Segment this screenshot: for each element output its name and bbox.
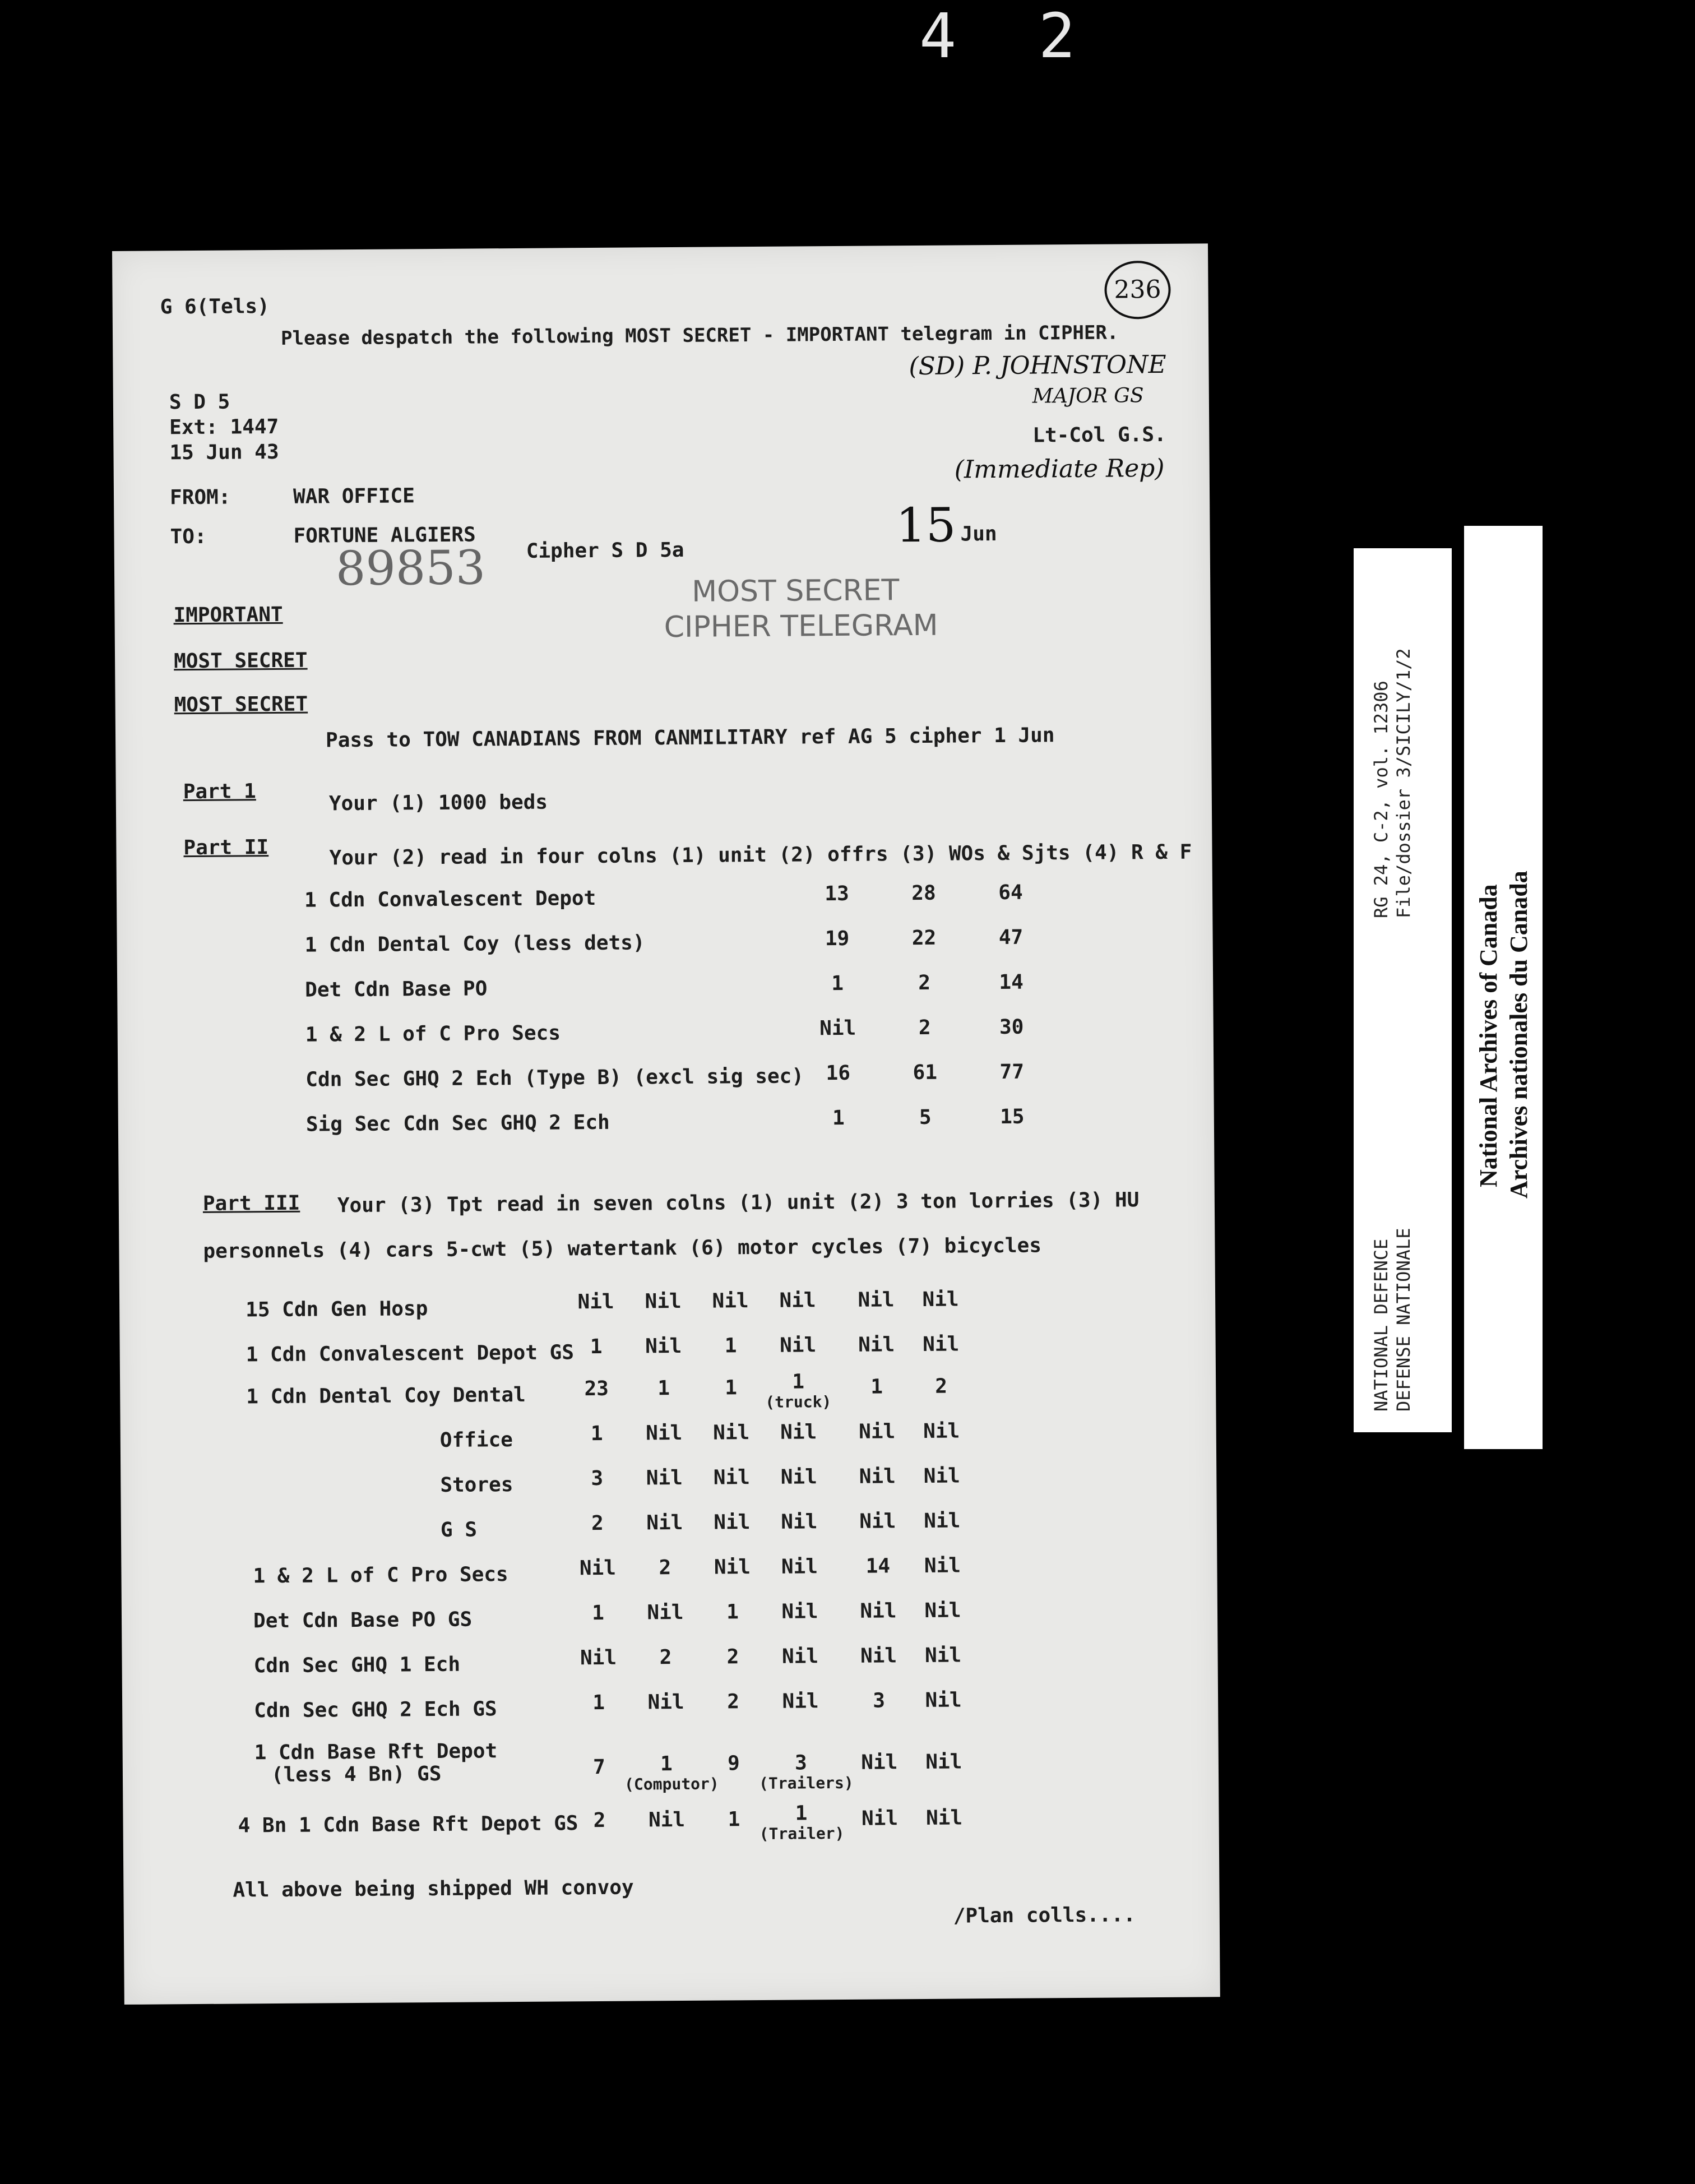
- value-col-3: 2: [659, 1646, 672, 1669]
- value-col-2: 1: [591, 1601, 604, 1625]
- unit-name: Cdn Sec GHQ 2 Ech (Type B) (excl sig sec): [305, 1065, 804, 1091]
- unit-name: Det Cdn Base PO GS: [253, 1608, 473, 1633]
- value-offrs: 19: [825, 927, 850, 951]
- value-col-6: Nil: [860, 1599, 897, 1623]
- part-1-label: Part 1: [183, 780, 256, 804]
- value-col-5: Nil: [781, 1555, 818, 1579]
- value-col-2: 7: [592, 1755, 605, 1779]
- unit-name: 1 Cdn Convalescent Depot: [304, 887, 596, 912]
- precedence-most-secret-1: MOST SECRET: [173, 649, 308, 673]
- value-col-5: Nil: [781, 1645, 819, 1668]
- archive-name-english: National Archives of Canada: [1475, 884, 1502, 1187]
- unit-name: 1 & 2 L of C Pro Secs: [305, 1021, 561, 1047]
- precedence-important: IMPORTANT: [173, 603, 283, 627]
- ext-number: Ext: 1447: [169, 415, 279, 439]
- form-number: G 6(Tels): [160, 295, 270, 319]
- unit-name: 1 Cdn Convalescent Depot GS: [246, 1341, 575, 1367]
- value-offrs: 1: [831, 971, 844, 996]
- value-wos-sjts: 5: [919, 1105, 932, 1129]
- unit-name: Cdn Sec GHQ 2 Ech GS: [254, 1697, 497, 1723]
- unit-name: 4 Bn 1 Cdn Base Rft Depot GS: [238, 1812, 578, 1838]
- value-col-2: Nil: [579, 1556, 617, 1580]
- value-col-6: Nil: [859, 1510, 896, 1533]
- value-col-7: Nil: [925, 1806, 963, 1830]
- value-offrs: Nil: [819, 1016, 856, 1040]
- value-col-3: Nil: [646, 1466, 683, 1490]
- value-col-4: 1: [725, 1376, 738, 1400]
- value-col-5: Nil: [781, 1600, 818, 1623]
- value-note: (Trailer): [759, 1824, 845, 1844]
- value-col-6: 1: [870, 1375, 883, 1399]
- value-col-3: 2: [659, 1556, 671, 1580]
- unit-name: 1 Cdn Dental Coy (less dets): [304, 931, 645, 957]
- value-col-3: Nil: [646, 1511, 683, 1535]
- part-1-text: Your (1) 1000 beds: [328, 790, 548, 816]
- stamp-cipher-telegram: CIPHER TELEGRAM: [664, 608, 938, 645]
- value-col-4: 1: [724, 1334, 737, 1358]
- serial-number: 89853: [335, 540, 486, 596]
- archive-reference-label: [1354, 548, 1452, 1432]
- value-col-7: Nil: [924, 1509, 961, 1533]
- part-3-text-2: personnels (4) cars 5-cwt (5) watertank (6) motor cycles (7) bicycles: [203, 1234, 1042, 1263]
- archive-ref-line-3: NATIONAL DEFENCE: [1370, 1238, 1392, 1412]
- from-value: WAR OFFICE: [293, 484, 415, 508]
- top-frame-mark: 4 2: [919, 0, 1098, 72]
- value-col-7: Nil: [922, 1288, 959, 1311]
- precedence-most-secret-2: MOST SECRET: [174, 692, 308, 717]
- value-col-3: Nil: [646, 1421, 683, 1445]
- date-month: Jun: [960, 522, 997, 546]
- value-col-5: Nil: [782, 1690, 819, 1713]
- value-wos-sjts: 2: [918, 971, 931, 994]
- part-2-text: Your (2) read in four colns (1) unit (2) offrs (3) WOs & Sjts (4) R & F: [329, 840, 1192, 870]
- value-col-4: Nil: [713, 1421, 750, 1445]
- unit-name: 1 Cdn Dental Coy Dental: [246, 1383, 526, 1409]
- value-col-3: Nil: [647, 1690, 684, 1714]
- value-col-2: 2: [591, 1511, 604, 1535]
- unit-name: Office: [439, 1428, 513, 1452]
- value-col-4: Nil: [713, 1466, 750, 1489]
- value-offrs: 13: [825, 882, 849, 906]
- value-offrs: 1: [832, 1106, 845, 1130]
- value-col-4: 1: [726, 1600, 739, 1624]
- value-col-5: Nil: [781, 1510, 818, 1534]
- value-note: (Trailers): [758, 1773, 854, 1793]
- value-col-6: Nil: [858, 1333, 895, 1357]
- stamp-most-secret: MOST SECRET: [692, 573, 900, 609]
- unit-name: G S: [440, 1518, 478, 1542]
- value-col-7: Nil: [923, 1419, 960, 1443]
- unit-name: 1 & 2 L of C Pro Secs: [253, 1563, 508, 1588]
- value-offrs: 16: [826, 1061, 851, 1085]
- value-col-4: Nil: [712, 1289, 749, 1313]
- to-label: TO:: [170, 525, 207, 549]
- value-col-5: 1: [792, 1370, 805, 1394]
- archive-ref-line-2: File/dossier 3/SICILY/1/2: [1393, 648, 1414, 918]
- unit-name: 1 Cdn Base Rft Depot: [254, 1739, 498, 1765]
- value-col-7: 2: [935, 1375, 948, 1398]
- value-r-f: 64: [998, 881, 1023, 904]
- value-col-6: Nil: [858, 1288, 895, 1312]
- value-wos-sjts: 61: [913, 1061, 938, 1085]
- value-note: (Computor): [624, 1774, 719, 1794]
- value-col-7: Nil: [924, 1554, 961, 1577]
- value-col-2: 1: [590, 1422, 603, 1446]
- folio-number: 236: [1104, 261, 1171, 320]
- unit-name-cont: (less 4 Bn) GS: [271, 1762, 442, 1787]
- unit-name: Sig Sec Cdn Sec GHQ 2 Ech: [305, 1110, 610, 1136]
- value-col-6: Nil: [861, 1807, 899, 1830]
- unit-name: Stores: [440, 1473, 513, 1497]
- value-col-4: Nil: [714, 1511, 751, 1534]
- value-col-2: 1: [590, 1335, 603, 1359]
- continued-marker: /Plan colls....: [953, 1903, 1136, 1928]
- archive-name-french: Archives nationales du Canada: [1505, 871, 1532, 1199]
- unit-name: Det Cdn Base PO: [305, 977, 488, 1002]
- value-col-7: Nil: [924, 1599, 961, 1622]
- telegram-date: 15 Jun 43: [169, 440, 279, 465]
- value-note: (truck): [765, 1392, 832, 1412]
- value-col-5: Nil: [780, 1465, 817, 1489]
- value-col-5: 3: [794, 1751, 807, 1775]
- value-col-2: 1: [592, 1691, 605, 1715]
- value-wos-sjts: 28: [911, 881, 936, 905]
- archive-name-label: [1464, 526, 1543, 1449]
- value-col-6: Nil: [861, 1751, 898, 1774]
- value-col-3: 1: [657, 1377, 670, 1400]
- cipher-ref: Cipher S D 5a: [526, 538, 684, 563]
- archive-ref-line-4: DEFENSE NATIONALE: [1393, 1228, 1414, 1412]
- signature-line-1: (SD) P. JOHNSTONE: [909, 350, 1166, 381]
- value-col-2: 3: [591, 1466, 604, 1491]
- value-r-f: 15: [999, 1105, 1025, 1128]
- value-col-4: 9: [727, 1752, 740, 1775]
- value-col-3: Nil: [647, 1600, 684, 1625]
- part-2-label: Part II: [183, 836, 269, 860]
- value-wos-sjts: 2: [918, 1016, 931, 1039]
- value-col-3: Nil: [645, 1289, 682, 1313]
- pass-to-line: Pass to TOW CANADIANS FROM CANMILITARY ref AG 5 cipher 1 Jun: [325, 724, 1055, 752]
- value-col-2: Nil: [580, 1646, 617, 1670]
- value-col-6: 3: [873, 1689, 886, 1713]
- value-col-7: Nil: [922, 1332, 960, 1356]
- part-3-text-1: Your (3) Tpt read in seven colns (1) unit (2) 3 ton lorries (3) HU: [337, 1188, 1140, 1218]
- value-col-2: 23: [584, 1377, 609, 1401]
- value-col-5: 1: [795, 1802, 808, 1825]
- value-col-4: Nil: [714, 1556, 751, 1579]
- value-r-f: 47: [998, 926, 1024, 949]
- value-col-4: 2: [727, 1690, 740, 1714]
- value-col-3: Nil: [648, 1808, 686, 1832]
- value-col-7: Nil: [924, 1644, 962, 1667]
- signature-line-2: MAJOR GS: [1032, 384, 1144, 408]
- value-col-2: 2: [593, 1808, 606, 1833]
- ref-code: S D 5: [169, 390, 230, 414]
- value-col-7: Nil: [925, 1688, 962, 1712]
- value-r-f: 14: [999, 970, 1024, 994]
- to-value: FORTUNE ALGIERS: [293, 523, 476, 548]
- handwritten-date: 15: [896, 497, 956, 553]
- archive-ref-line-1: RG 24, C-2, vol. 12306: [1370, 681, 1392, 918]
- value-col-4: 1: [728, 1808, 740, 1831]
- value-col-6: 14: [865, 1554, 891, 1578]
- value-col-2: Nil: [577, 1290, 614, 1314]
- part-3-label: Part III: [202, 1191, 300, 1215]
- value-col-6: Nil: [859, 1465, 896, 1488]
- value-col-7: Nil: [925, 1750, 962, 1774]
- value-wos-sjts: 22: [911, 926, 937, 950]
- telegram-page: [112, 243, 1220, 2005]
- telegram-header: Please despatch the following MOST SECRET - IMPORTANT telegram in CIPHER.: [280, 321, 1119, 350]
- value-r-f: 77: [999, 1060, 1025, 1084]
- value-col-5: Nil: [779, 1334, 817, 1357]
- unit-name: 15 Cdn Gen Hosp: [246, 1297, 428, 1322]
- handwritten-note: (Immediate Rep): [954, 454, 1165, 484]
- from-label: FROM:: [169, 485, 231, 510]
- signed-for: Lt-Col G.S.: [1032, 423, 1166, 447]
- value-col-7: Nil: [923, 1464, 960, 1488]
- unit-name: Cdn Sec GHQ 1 Ech: [253, 1653, 461, 1678]
- value-r-f: 30: [999, 1015, 1024, 1039]
- value-col-6: Nil: [860, 1644, 897, 1668]
- value-col-6: Nil: [859, 1420, 896, 1443]
- value-col-3: 1: [660, 1752, 673, 1776]
- footer-note: All above being shipped WH convoy: [233, 1876, 634, 1902]
- value-col-4: 2: [726, 1645, 739, 1669]
- value-col-5: Nil: [779, 1289, 816, 1312]
- value-col-5: Nil: [780, 1420, 817, 1444]
- value-col-3: Nil: [645, 1334, 682, 1358]
